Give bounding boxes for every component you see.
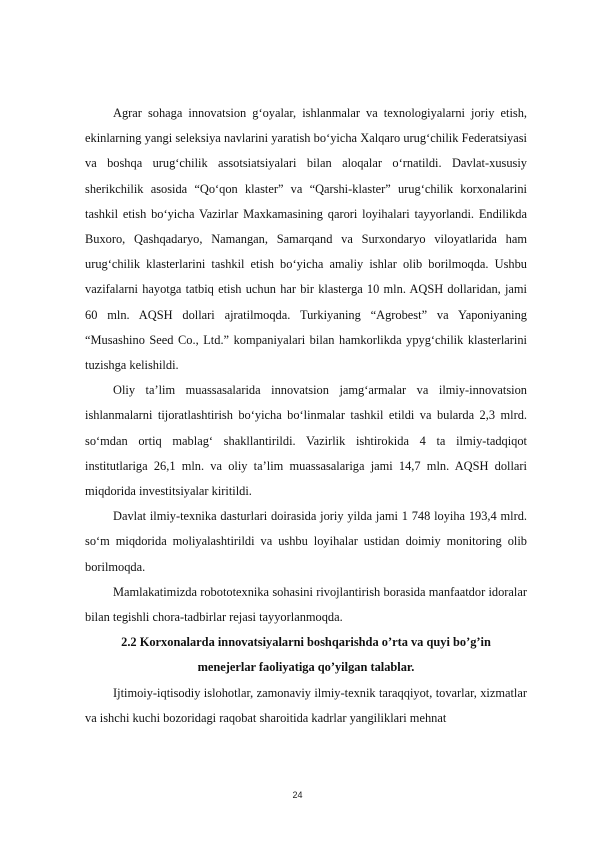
paragraph-higher-education-funds: Oliy ta’lim muassasalarida innovatsion jamg‘armalar va ilmiy-innovatsion ishlanmalarni tijoratlashtirish bo‘yicha bo‘linmalar tashkil etildi va bularda 2,3 mlrd. so‘mdan ortiq mablag‘ shakllantirildi. Vazirlik ishtirokida 4 ta ilmiy-tadqiqot institutlariga 26,1 mln. va oliy ta’lim muassasalariga jami 14,7 mln. AQSH dollari miqdorida investitsiyalar kiritildi. xyxy=(85,383,527,499)
paragraph-agrar-innovations: Agrar sohaga innovatsion g‘oyalar, ishlanmalar va texnologiyalarni joriy etish, ekinlarning yangi seleksiya navlarini yaratish bo‘yicha Xalqaro urug‘chilik Federatsiyasi va boshqa urug‘chilik assotsiatsiyalari bilan aloqalar o‘rnatildi. Davlat-xususiy sherikchilik asosida “Qo‘qon klaster” va “Qarshi-klaster” urug‘chilik korxonalarini tashkil etish bo‘yicha Vazirlar Maxkamasining qarori loyihalari tayyorlandi. Endilikda Buxoro, Qashqadaryo, Namangan, Samarqand va Surxondaryo viloyatlarida ham urug‘chilik klasterlarini tashkil etish bo‘yicha amaliy ishlar olib borilmoqda. Ushbu vazifalarni hayotga tatbiq etish uchun har bir klasterga 10 mln. AQSH dollaridan, jami 60 mln. AQSH dollari ajratilmoqda. Turkiyaning “Agrobest” va Yaponiyaning “Musashino Seed Co., Ltd.” kompaniyalari bilan hamkorlikda ypyg‘chilik klasterlarini tuzishga kelishildi. xyxy=(85,106,527,373)
page-body xyxy=(85,101,527,731)
paragraph-state-programs: Davlat ilmiy-texnika dasturlari doirasida joriy yilda jami 1 748 loyiha 193,4 mlrd. so‘m miqdorida moliyalashtirildi va ushbu loyihalar ustidan doimiy monitoring olib borilmoqda. xyxy=(85,509,527,574)
paragraph-reforms: Ijtimoiy-iqtisodiy islohotlar, zamonaviy ilmiy-texnik taraqqiyot, tovarlar, xizmatlar va ishchi kuchi bozoridagi raqobat sharoitida kadrlar yangiliklari mehnat xyxy=(85,685,527,725)
section-heading: 2.2 Korxonalarda innovatsiyalarni boshqarishda o’rta va quyi bo’g’in menejerlar faoliyatiga qo’yilgan talablar. xyxy=(121,635,491,675)
paragraph-robotics: Mamlakatimizda robototexnika sohasini rivojlantirish borasida manfaatdor idoralar bilan tegishli chora-tadbirlar rejasi tayyorlanmoqda. xyxy=(85,584,527,625)
page-number: 24 xyxy=(292,790,303,800)
